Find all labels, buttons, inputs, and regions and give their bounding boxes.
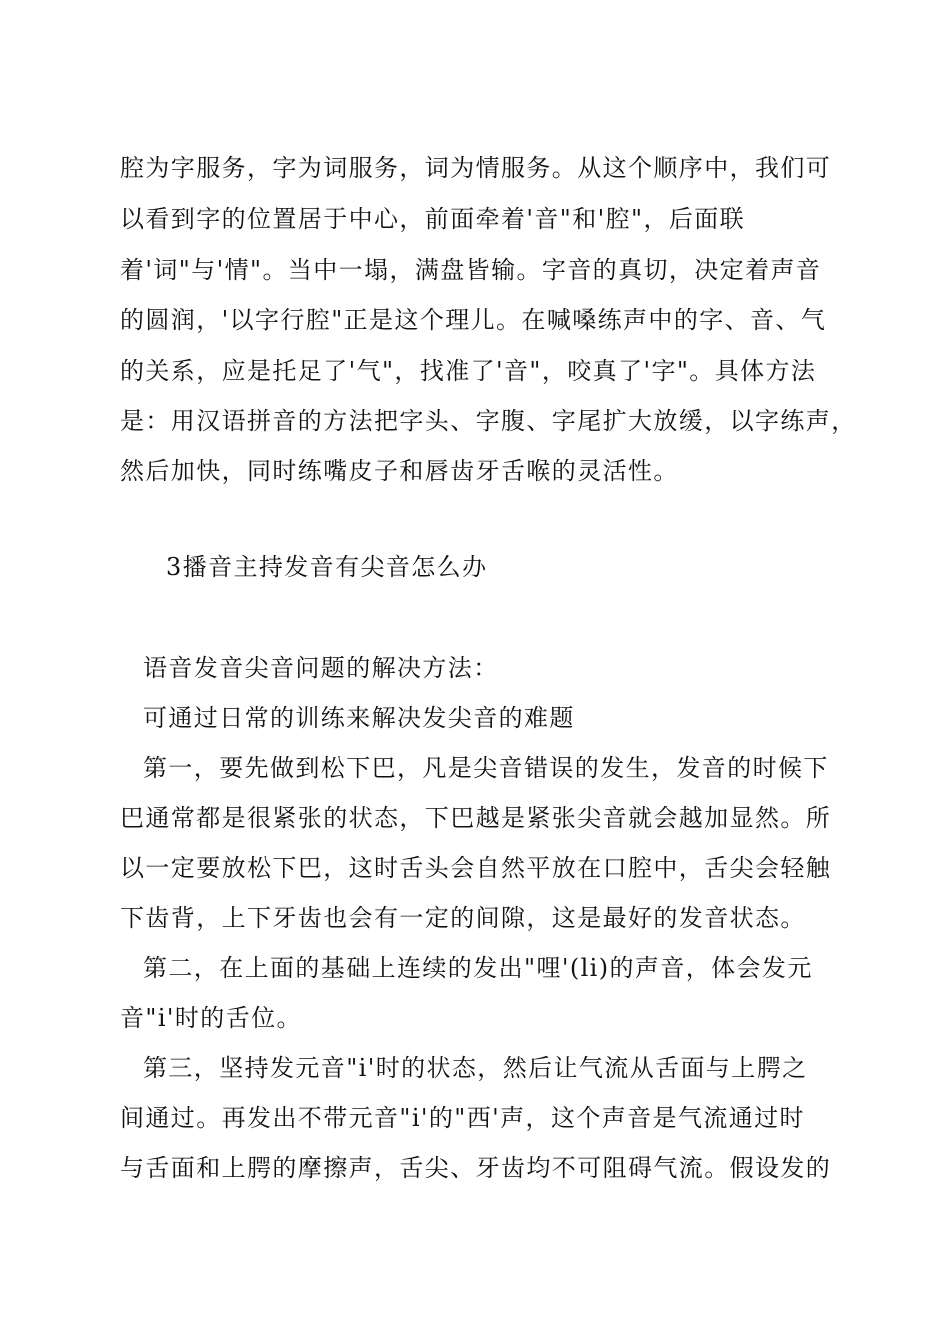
text-line: 是：用汉语拼音的方法把字头、字腹、字尾扩大放缓，以字练声， <box>120 407 857 435</box>
intro-line-2: 可通过日常的训练来解决发尖音的难题 <box>143 704 575 732</box>
text-line: 腔为字服务，字为词服务，词为情服务。从这个顺序中，我们可 <box>120 154 832 182</box>
section-heading: 3播音主持发音有尖音怎么办 <box>166 553 488 581</box>
text-line: 间通过。再发出不带元音"i'的"西'声，这个声音是气流通过时 <box>120 1104 805 1132</box>
text-line: 第二，在上面的基础上连续的发出"哩'(li)的声音，体会发元 <box>143 954 813 982</box>
text-line: 以看到字的位置居于中心，前面牵着'音"和'腔"，后面联 <box>120 205 746 233</box>
text-line: 第一，要先做到松下巴，凡是尖音错误的发生，发音的时候下 <box>143 754 829 782</box>
intro-line-1: 语音发音尖音问题的解决方法： <box>143 654 499 682</box>
text-line: 巴通常都是很紧张的状态，下巴越是紧张尖音就会越加显然。所 <box>120 804 832 832</box>
text-line: 音"i'时的舌位。 <box>120 1004 302 1032</box>
text-line: 的关系，应是托足了'气"，找准了'音"，咬真了'字"。具体方法 <box>120 357 817 385</box>
text-line: 的圆润，'以字行腔"正是这个理儿。在喊嗓练声中的字、音、气 <box>120 306 827 334</box>
text-line: 着'词"与'情"。当中一塌，满盘皆输。字音的真切，决定着声音 <box>120 256 822 284</box>
text-line: 第三，坚持发元音"i'时的状态，然后让气流从舌面与上腭之 <box>143 1054 808 1082</box>
text-line: 下齿背，上下牙齿也会有一定的间隙，这是最好的发音状态。 <box>120 904 806 932</box>
text-line: 然后加快，同时练嘴皮子和唇齿牙舌喉的灵活性。 <box>120 457 679 485</box>
text-line: 与舌面和上腭的摩擦声，舌尖、牙齿均不可阻碍气流。假设发的 <box>120 1154 832 1182</box>
text-line: 以一定要放松下巴，这时舌头会自然平放在口腔中，舌尖会轻触 <box>120 854 832 882</box>
